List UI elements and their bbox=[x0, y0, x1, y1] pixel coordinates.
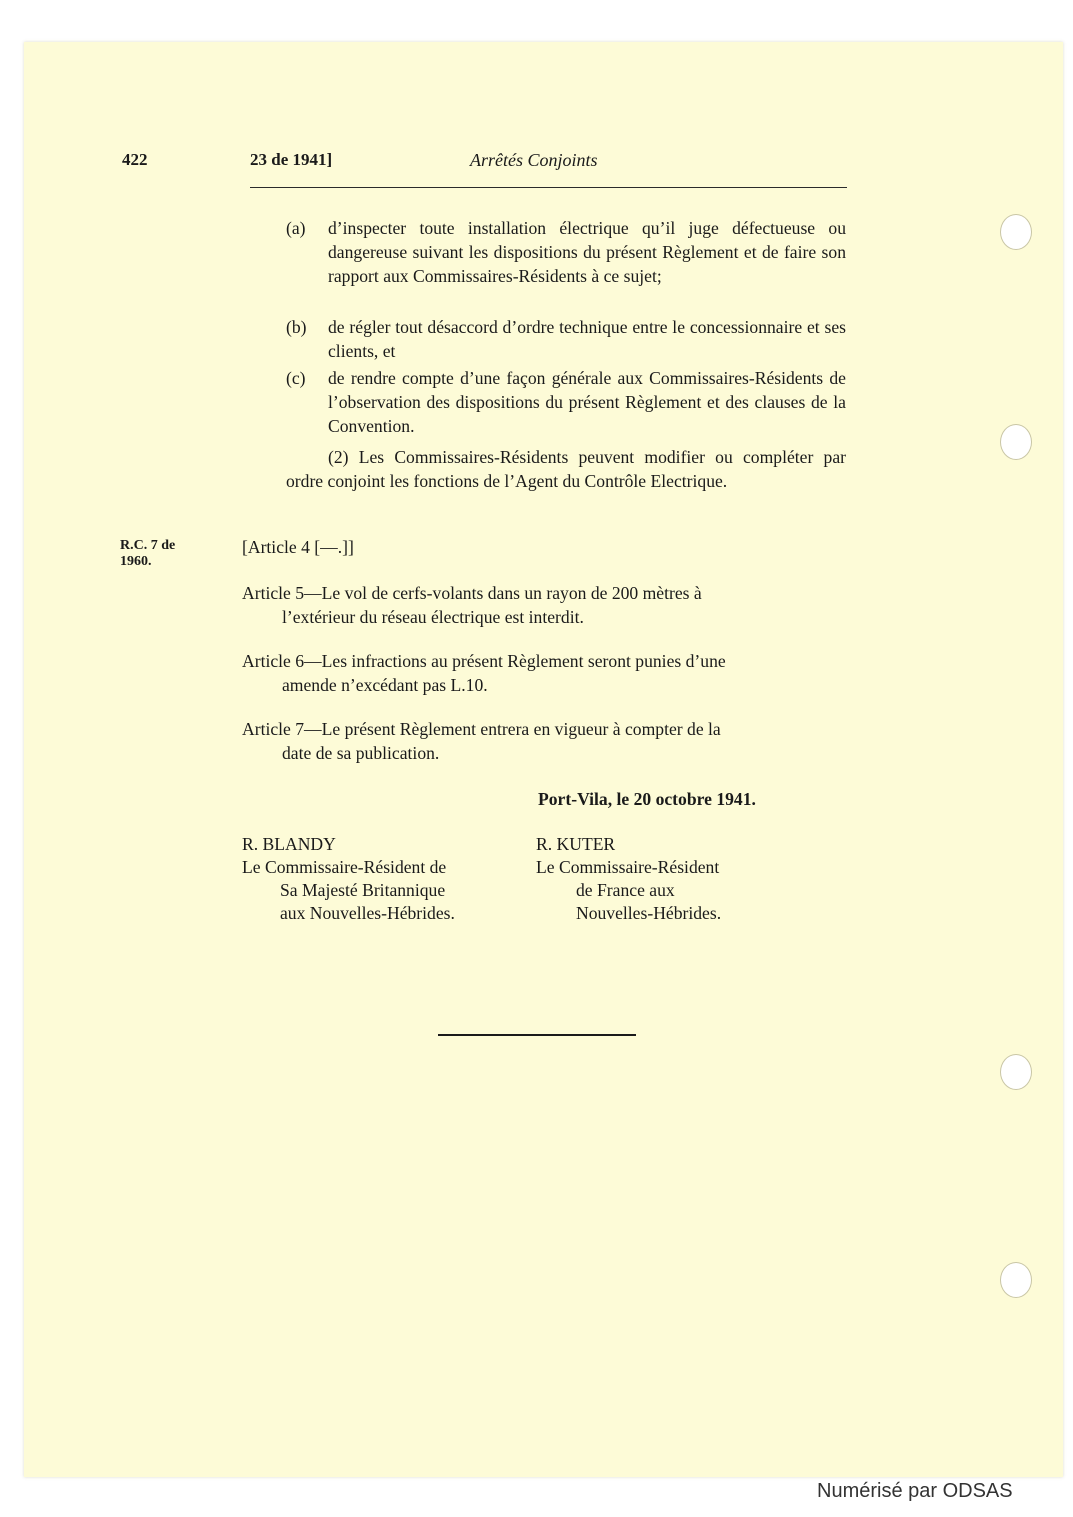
article-4: [Article 4 [—.]] bbox=[242, 537, 354, 557]
punch-hole-icon bbox=[1000, 1054, 1032, 1090]
list-item-label: (a) bbox=[286, 218, 306, 238]
signatory-name: R. KUTER bbox=[536, 834, 616, 854]
article-7-line1: Article 7—Le présent Règlement entrera en vigueur à compter de la bbox=[242, 719, 721, 739]
margin-note bbox=[120, 538, 200, 570]
signatory-title-line2: Sa Majesté Britannique bbox=[280, 880, 446, 900]
document-page bbox=[24, 42, 1063, 1477]
signature-right bbox=[536, 833, 721, 925]
article-7-line2: date de sa publication. bbox=[282, 743, 440, 763]
margin-note-line2: 1960. bbox=[120, 554, 152, 569]
signatory-title-line2: de France aux bbox=[576, 880, 675, 900]
paragraph-2: (2) Les Commissaires-Résidents peuvent modifier ou compléter par ordre conjoint les fonctions de l’Agent du Contrôle Electrique. bbox=[286, 447, 846, 491]
signature-left bbox=[242, 833, 455, 925]
list-item-text: de régler tout désaccord d’ordre technique entre le concessionnaire et ses clients, et bbox=[328, 317, 846, 361]
article-6-line1: Article 6—Les infractions au présent Règlement seront punies d’une bbox=[242, 651, 726, 671]
list-item-c bbox=[286, 366, 846, 438]
punch-hole-icon bbox=[1000, 424, 1032, 460]
place-date: Port-Vila, le 20 octobre 1941. bbox=[538, 789, 756, 809]
signatory-title-line1: Le Commissaire-Résident de bbox=[242, 857, 447, 877]
header-rule bbox=[250, 187, 847, 188]
list-item-label: (c) bbox=[286, 368, 306, 388]
signatory-name: R. BLANDY bbox=[242, 834, 336, 854]
margin-note-line1: R.C. 7 de bbox=[120, 538, 176, 553]
article-6-line2: amende n’excédant pas L.10. bbox=[282, 675, 488, 695]
signatory-title-line3: Nouvelles-Hébrides. bbox=[576, 903, 722, 923]
article-7 bbox=[242, 717, 846, 765]
list-item-b bbox=[286, 315, 846, 363]
list-item-text: de rendre compte d’une façon générale aux Commissaires-Résidents de l’observation des dispositions du présent Règlement et des clauses de la Convention. bbox=[328, 368, 846, 436]
list-item-a bbox=[286, 216, 846, 288]
article-5-line2: l’extérieur du réseau électrique est interdit. bbox=[282, 607, 584, 627]
punch-hole-icon bbox=[1000, 214, 1032, 250]
article-5-line1: Article 5—Le vol de cerfs-volants dans un rayon de 200 mètres à bbox=[242, 583, 702, 603]
page-number: 422 bbox=[122, 150, 148, 169]
article-6 bbox=[242, 649, 846, 697]
header-reference: 23 de 1941] bbox=[250, 150, 333, 169]
signatory-title-line1: Le Commissaire-Résident bbox=[536, 857, 720, 877]
article-5 bbox=[242, 581, 846, 629]
footer-watermark: Numérisé par ODSAS bbox=[817, 1480, 1013, 1502]
signatory-title-line3: aux Nouvelles-Hébrides. bbox=[280, 903, 455, 923]
list-item-label: (b) bbox=[286, 317, 307, 337]
punch-hole-icon bbox=[1000, 1262, 1032, 1298]
header-title: Arrêtés Conjoints bbox=[470, 150, 598, 170]
list-item-text: d’inspecter toute installation électrique qu’il juge défectueuse ou dangereuse suivant les dispositions du présent Règlement et de faire son rapport aux Commissaires-Résidents à ce sujet; bbox=[328, 218, 846, 286]
end-rule bbox=[438, 1034, 636, 1036]
